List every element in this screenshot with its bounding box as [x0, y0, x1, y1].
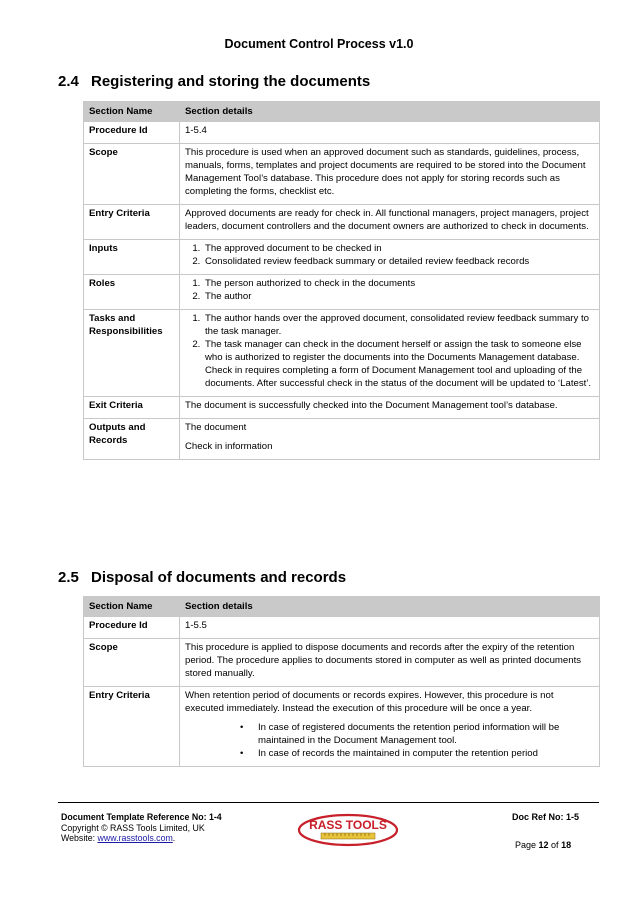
row-label: Scope: [84, 144, 180, 205]
section-number: 2.5: [58, 569, 79, 586]
bullet-item: • In case of registered documents the retention period information will be maintained in the Document Management tool.: [240, 721, 594, 747]
numbered-item: 1. The approved document to be checked in: [203, 242, 594, 255]
row-label: Entry Criteria: [84, 205, 180, 240]
row-label: Scope: [84, 639, 180, 687]
row-label: Procedure Id: [84, 122, 180, 144]
row-details: [180, 122, 600, 144]
procedure-table-2-4: [83, 101, 600, 460]
row-details: [180, 639, 600, 687]
row-label: Inputs: [84, 240, 180, 275]
template-reference: Document Template Reference No: 1-4: [61, 812, 222, 822]
detail-paragraph: This procedure is applied to dispose documents and records after the expiry of the retention period. The procedure applies to documents stored in computer as well as printed documents stored manually.: [185, 642, 582, 679]
numbered-item: 1. The person authorized to check in the documents: [203, 277, 594, 290]
detail-paragraph: This procedure is used when an approved document such as standards, guidelines, process, manuals, forms, templates and project documents are required to be stored into the Document Management Tool’s database. This procedure does not apply for storing records such as completing the forms, checklist etc.: [185, 147, 586, 197]
table-row: [84, 639, 600, 687]
section-title: Registering and storing the documents: [91, 73, 371, 90]
table-row: [84, 419, 600, 460]
col-header-name: Section Name: [84, 597, 180, 617]
bullet-item: • In case of records the maintained in computer the retention period: [240, 747, 594, 760]
numbered-item: 1. The author hands over the approved document, consolidated review feedback summary to the task manager.: [203, 312, 594, 338]
logo-text: RASS TOOLS: [309, 818, 387, 832]
table-header-row: [84, 102, 600, 122]
table-row: [84, 240, 600, 275]
page-total: 18: [561, 840, 572, 850]
website-line: [61, 833, 222, 844]
doc-ref-text: Doc Ref No: 1-5: [512, 812, 580, 822]
numbered-list: [185, 312, 594, 390]
section-number: 2.4: [58, 73, 79, 90]
page-number: Page 12 of 18: [515, 840, 572, 850]
detail-paragraph: The document: [185, 422, 247, 433]
row-label: Tasks and Responsibilities: [84, 310, 180, 397]
table-row: [84, 617, 600, 639]
numbered-item: 2. Consolidated review feedback summary or detailed review feedback records: [203, 255, 594, 268]
detail-paragraph: 1-5.4: [185, 125, 207, 136]
detail-paragraph: 1-5.5: [185, 620, 207, 631]
website-label: Website:: [61, 833, 98, 843]
procedure-table-2-5: [83, 596, 600, 767]
website-suffix: .: [172, 833, 176, 843]
col-header-name: Section Name: [84, 102, 180, 122]
section-title: Disposal of documents and records: [91, 569, 347, 586]
numbered-list: [185, 242, 594, 268]
table-row: [84, 397, 600, 419]
detail-paragraph: The document is successfully checked into the Document Management tool’s database.: [185, 400, 558, 411]
row-details: [180, 419, 600, 460]
detail-paragraph: When retention period of documents or records expires. However, this procedure is not executed immediately. Instead the execution of this procedure will be once a year.: [185, 690, 554, 714]
table-header-row: [84, 597, 600, 617]
footer-left: [61, 812, 222, 844]
row-details: [180, 397, 600, 419]
row-label: Exit Criteria: [84, 397, 180, 419]
copyright-text: Copyright © RASS Tools Limited, UK: [61, 822, 205, 833]
page-current: 12: [538, 840, 549, 850]
row-label: Procedure Id: [84, 617, 180, 639]
row-label: Outputs and Records: [84, 419, 180, 460]
page-header-title: Document Control Process v1.0: [224, 37, 414, 51]
table-row: [84, 687, 600, 767]
row-details: [180, 687, 600, 767]
row-details: [180, 205, 600, 240]
bullet-list: [185, 721, 594, 760]
col-header-details: Section details: [180, 597, 600, 617]
table-row: [84, 144, 600, 205]
detail-paragraph: Approved documents are ready for check in. All functional managers, project managers, project leaders, document controllers and the document owners are authorized to check in documents.: [185, 208, 589, 232]
detail-paragraph: Check in information: [185, 441, 273, 452]
section-heading-2-5: [58, 569, 346, 586]
website-link[interactable]: www.rasstools.com: [97, 833, 173, 843]
row-label: Roles: [84, 275, 180, 310]
numbered-item: 2. The task manager can check in the document herself or assign the task to someone else who is authorized to register the documents into the Documents Management database. Check in requires completing a form of Document Management tool and uploading of the documents. After successful check in the status of the document will be updated to ‘Latest’.: [203, 338, 594, 390]
row-details: [180, 240, 600, 275]
table-row: [84, 205, 600, 240]
row-details: [180, 144, 600, 205]
numbered-item: 2. The author: [203, 290, 594, 303]
table-row: [84, 275, 600, 310]
col-header-details: Section details: [180, 102, 600, 122]
row-details: [180, 275, 600, 310]
numbered-list: [185, 277, 594, 303]
section-heading-2-4: [58, 73, 370, 90]
row-label: Entry Criteria: [84, 687, 180, 767]
table-row: [84, 310, 600, 397]
footer-divider: [58, 802, 599, 803]
row-details: [180, 617, 600, 639]
table-row: [84, 122, 600, 144]
doc-reference: [512, 812, 579, 822]
rass-tools-logo: [297, 812, 399, 848]
row-details: [180, 310, 600, 397]
